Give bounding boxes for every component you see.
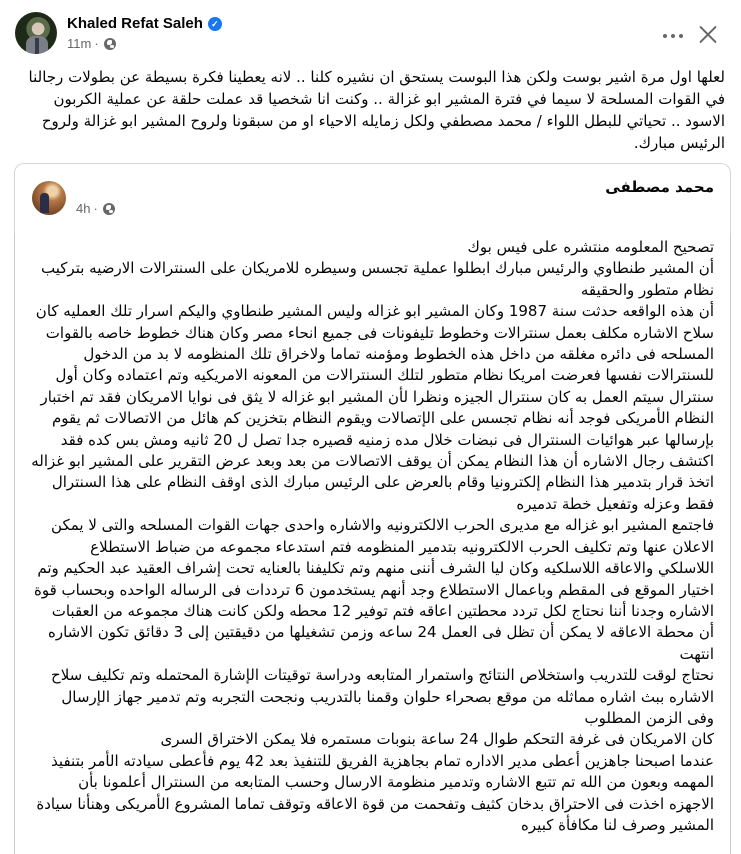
post-meta [67,36,116,51]
close-icon[interactable] [696,22,720,46]
shared-paragraph: كان الامريكان فى غرفة التحكم طوال 24 ساعة بنوبات مستمره فلا يمكن الاختراق السرى [160,730,714,749]
author-name[interactable]: Khaled Refat Saleh [67,15,203,32]
shared-post-text [31,237,714,836]
globe-icon [103,203,115,215]
shared-paragraph: فاجتمع المشير ابو غزاله مع مديرى الحرب الالكترونيه والاشاره واحدى جهات القوات المسلحه والتى لا يمكن الاعلان عنها وتم تكليف الحرب الالكترونيه بتدمير المنظومه فتم استدعاء مجموعه من ضباط الاستطلاع اللاسلكي والاعاقه اللاسلكيه وكان ليا الشرف أننى منهم وتم تكليفنا بالعنايه تحت إشراف العقيد عبد الحكيم وتم اختيار الموقع فى المقطم وباعمال الاستطلاع وجد أنهم يستخدمون 6 ترددات فى الرساله الواحده وبحساب قوة الاشاره وجدنا أننا نحتاج لكل تردد محطتين اعاقه فتم توفير 12 محطه ولكن كانت هناك مجموعه من العقبات [34,516,714,620]
shared-post-body [14,234,731,854]
author-avatar[interactable] [15,12,57,54]
shared-paragraph: أن هذه الواقعه حدثت سنة 1987 وكان المشير ابو غزاله وليس المشير طنطاوي واليكم اسرار تلك العمليه كان سلاح الاشاره مكلف بعمل سنترالات وخطوط تليفونات فى جميع انحاء مصر وكان هناك خطوط خاصه بالقوات المسلحه فى دائره مغلقه من داخل هذه الخطوط ومؤمنه تماما ولاخراق تلك المنظومه لا بد من الدخول للسنترالات نفسها فعرضت امريكا نظام متطور لتلك السنترالات من المعونه الامريكيه وتم اعتماده وكان أول سنترال سيتم العمل به كان سنترال الجيزه ونظرا لأن المشير ابو غزاله لا يثق فى نوايا الامريكان فقد تم اختبار النظام الأمريكى فوجد أنه نظام تجسس على الإتصالات ويقوم النظام بتخزين كم هائل من الاتصالات ثم يقوم بإرسالها عبر هوائيات السنترال فى نبضات خلال مده زمنيه قصيره جدا تصل ل 20 ثانيه ومش بس كده فقد اكتشف رجال الاشاره أن هذا النظام يمكن أن يوقف الاتصالات من بعد وبعد عرض التقرير على المشير ابو غزاله اتخذ قرار بتدمير هذا النظام إلكترونيا وقام بالعرض على الرئيس مبارك الذى اوقف النظام على هذا السنترال فقط وعزله وتفعيل خطة تدميره [31,302,714,513]
more-dot-icon [671,34,675,38]
post-text: لعلها اول مرة اشير بوست ولكن هذا البوست يستحق ان نشيره كلنا .. لانه يعطينا فكرة بسيطة عن بطولات رجالنا في القوات المسلحة لا سيما في فترة المشير ابو غزالة .. وكنت انا شخصيا قد عملت حلقة عن عملية الكربون الاسود .. تحياتي للبطل اللواء / محمد مصطفي ولكل زمايله الاحياء او من سبقونا ولروح المشير ابو غزالة ولروح الرئيس مبارك. [28,68,725,152]
more-dot-icon [663,34,667,38]
more-dot-icon [679,34,683,38]
avatar-photo-figure [40,193,49,213]
shared-author-avatar[interactable] [32,181,66,215]
meta-separator: · [93,201,98,216]
shared-paragraph: عندما اصبحنا جاهزين أعطى مدير الاداره تمام بجاهزية الفريق للتنفيذ بعد 42 يوم فأعطى سيادته الأمر بتنفيذ المهمه وبعون من الله تم تتبع الاشاره وتدمير منظومة الارسال وحسب المتابعه من السنترال أعلمونا بأن الاجهزه اخذت فى الاحتراق بدخان كثيف وتفحمت من قوة الاعاقه وتوقف تماما المشروع الأمريكى وهنأنا سيادة المشير وصرف لنا مكافأة كبيره [36,751,714,834]
shared-author-name[interactable]: محمد مصطفى [605,178,714,196]
shared-post-time[interactable]: 4h [76,201,91,216]
shared-paragraph: أن محطة الاعاقه لا يمكن أن تظل فى العمل 24 ساعه وزمن تشغيلها من دقيقتين إلى 3 دقائق تكون الاشاره انتهت [47,623,714,663]
globe-icon [104,38,116,50]
shared-paragraph: تصحيح المعلومه منتشره على فيس بوك [467,238,714,256]
meta-separator: · [94,36,99,51]
shared-paragraph: أن المشير طنطاوي والرئيس مبارك ابطلوا عملية تجسس وسيطره للامريكان على السنترالات الارضيه بتركيب نظام متطور والحقيقه [41,259,714,299]
post-time[interactable]: 11m [67,36,92,51]
shared-post-meta [76,201,115,216]
post-header [15,12,726,56]
shared-paragraph: نحتاج لوقت للتدريب واستخلاص النتائج واستمرار المتابعه ودراسة توقيتات الإشارة المحتمله وتم تكليف سلاح الاشاره ببث اشاره مماثله من موقع بصحراء حلوان وقمنا بالتدريب ونجحت التجربه وتم تدمير جهاز الإرسال وفى الزمن المطلوب [51,666,714,727]
verified-badge-icon: ✓ [208,17,222,31]
shared-post-card [14,163,731,854]
avatar-photo-tie [35,38,39,54]
more-options-button[interactable] [663,32,683,40]
author-name-line [67,15,222,32]
